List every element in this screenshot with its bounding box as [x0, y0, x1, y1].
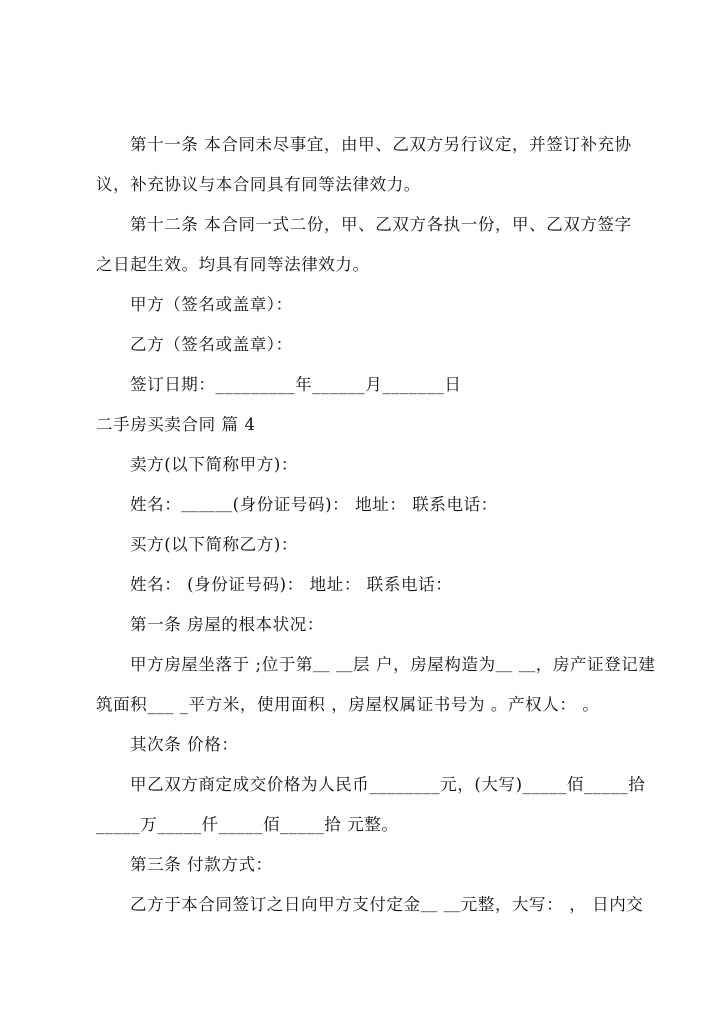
signature-line-party-b: 乙方（签名或盖章）： [130, 335, 293, 354]
paragraph-line: 之日起生效。均具有同等法律效力。 [96, 255, 370, 274]
paragraph-line: 乙方于本合同签订之日向甲方支付定金＿ ＿元整，大写： ， 日内交 [130, 895, 644, 914]
signature-line-party-a: 甲方（签名或盖章）： [130, 295, 293, 314]
paragraph-line: 甲方房屋坐落于 ;位于第＿ ＿层 户，房屋构造为＿ ＿，房产证登记建 [130, 655, 656, 674]
paragraph-line: 卖方(以下简称甲方)： [130, 455, 298, 474]
paragraph-line: 第十一条 本合同未尽事宜，由甲、乙双方另行议定，并签订补充协 [130, 135, 632, 154]
paragraph-line: _____万_____仟_____佰_____拾 元整。 [96, 815, 399, 834]
paragraph-line: 筑面积___ _平方米，使用面积 ，房屋权属证书号为 。产权人： 。 [96, 695, 600, 714]
paragraph-line: 买方(以下简称乙方)： [130, 535, 298, 554]
paragraph-line: 议，补充协议与本合同具有同等法律效力。 [96, 175, 421, 194]
paragraph-line: 第十二条 本合同一式二份，甲、乙双方各执一份，甲、乙双方签字 [130, 215, 632, 234]
signing-date-line: 签订日期：_________年______月_______日 [130, 375, 462, 394]
article-heading: 第一条 房屋的根本状况： [130, 615, 324, 634]
paragraph-line: 姓名：＿＿＿(身份证号码)： 地址： 联系电话： [130, 495, 498, 514]
paragraph-line: 姓名： (身份证号码)： 地址： 联系电话： [130, 575, 453, 594]
paragraph-line: 甲乙双方商定成交价格为人民币________元，(大写)_____佰_____拾 [130, 775, 646, 794]
section-heading: 二手房买卖合同 篇 4 [96, 415, 256, 434]
article-heading: 第三条 付款方式： [130, 855, 273, 874]
article-heading: 其次条 价格： [130, 735, 239, 754]
